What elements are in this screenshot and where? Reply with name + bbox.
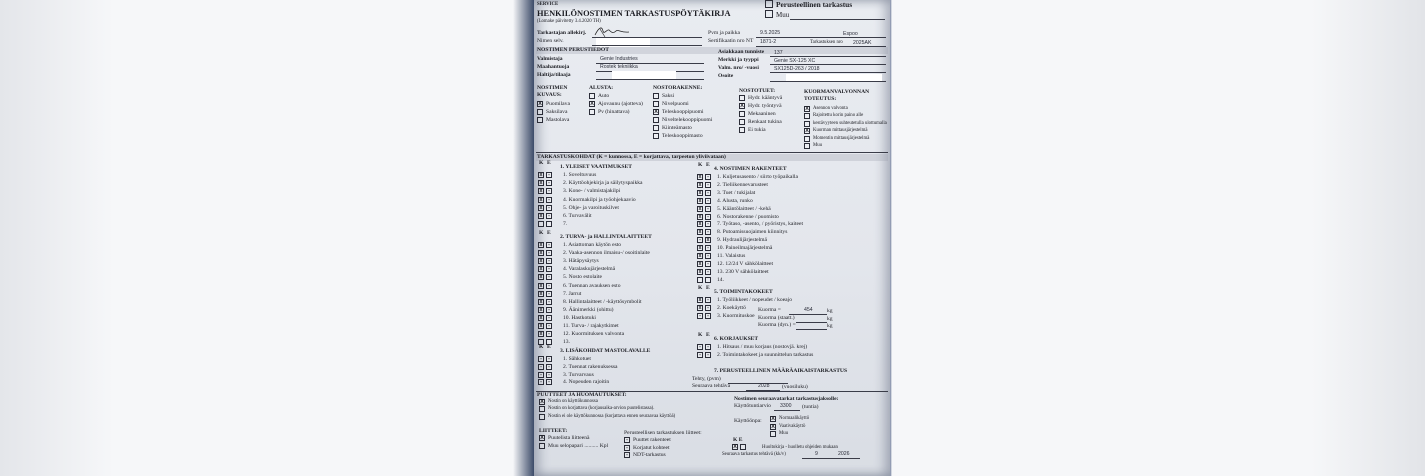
s5-k-box[interactable]: x — [698, 297, 702, 303]
s6-e-box[interactable]: - — [705, 352, 711, 358]
usage-option-label: Normaalikäyttö — [779, 416, 810, 421]
boom-checkbox[interactable] — [653, 117, 659, 123]
dynamic-load-label: Kuorma (dyn.) = — [758, 322, 796, 328]
company-name: SERVICE — [537, 2, 559, 7]
s2-item-label: 3. Hätäpysäytys — [563, 258, 599, 265]
support-option-label: Renkaat tukina — [748, 119, 782, 125]
s3-k-header: K — [539, 344, 544, 350]
s4-k-box[interactable]: - — [697, 237, 703, 243]
lift-heading-2: KUVAUS: — [537, 92, 562, 98]
customer-label: Asiakkaan tunniste — [718, 49, 765, 55]
s1-e-box[interactable]: - — [546, 180, 552, 186]
s1-k-header: K — [539, 160, 544, 166]
s4-e-box[interactable]: - — [705, 229, 711, 235]
s2-item-label: 6. Tuennan avauksen esto — [563, 282, 621, 289]
load-checkbox[interactable] — [804, 143, 810, 149]
logbook-next-label: Seuraava tarkastus tehtävä (kk/v) — [722, 452, 786, 457]
boom-checkbox[interactable] — [653, 93, 659, 99]
lift-checkbox[interactable] — [537, 109, 543, 115]
s2-k-header: K — [539, 230, 544, 236]
s6-e-box[interactable]: - — [705, 344, 711, 350]
date-label: Pvm ja paikka — [708, 30, 741, 36]
s3-k-box[interactable]: - — [538, 379, 544, 385]
logbook-ke-header: K E — [733, 437, 743, 443]
s4-k-box[interactable]: x — [698, 181, 702, 188]
s2-k-box[interactable]: x — [539, 242, 543, 248]
s2-k-box[interactable]: x — [539, 250, 543, 257]
hours-label: Käyttötuntiarvio — [734, 403, 771, 409]
load-option-label: Kuorman mittausjärjestelmä — [813, 128, 868, 134]
defects-heading: PUUTTEET JA HUOMAUTUKSET: — [537, 392, 627, 398]
attach-option-label: Puutelista liitteenä — [548, 435, 590, 441]
s2-k-box[interactable]: x — [539, 274, 543, 281]
s5-e-box[interactable]: - — [705, 313, 711, 319]
s1-e-box[interactable]: - — [546, 205, 552, 211]
s4-k-header: K — [698, 162, 703, 168]
s4-k-box[interactable]: x — [698, 174, 702, 180]
attach-option-label: Muu selopapari .......... Kpl — [548, 443, 609, 449]
s1-title: 1. YLEISET VAATIMUKSET — [560, 164, 632, 170]
boom-checkbox[interactable]: X — [654, 109, 658, 115]
s4-k-box[interactable]: x — [698, 245, 702, 252]
s5-item-label: 3. Kuormituskoe — [717, 313, 755, 319]
s4-item-label: 11. Valaistus — [717, 253, 746, 259]
s2-k-box[interactable]: x — [539, 298, 543, 305]
s7-title: 7. PERUSTEELLINEN MÄÄRÄAIKAISTARKASTUS — [714, 368, 848, 374]
s4-item-label: 6. Nostorakenne / puomisto — [717, 213, 779, 220]
load-heading-2: TOTEUTUS: — [804, 96, 837, 102]
s5-e-box[interactable]: - — [705, 297, 711, 303]
s6-k-header: K — [698, 332, 703, 338]
s1-e-box[interactable]: - — [546, 188, 552, 194]
s4-k-box[interactable] — [697, 277, 703, 283]
s3-k-box[interactable]: - — [538, 372, 544, 378]
boom-option-label: Saksi — [662, 93, 675, 99]
s4-k-box[interactable]: x — [698, 229, 702, 236]
defects-checkbox[interactable] — [539, 406, 545, 412]
inspection-form — [534, 0, 890, 476]
kg-2: kg — [827, 316, 833, 322]
s5-k-box[interactable]: x — [698, 305, 702, 311]
s4-k-box[interactable]: x — [698, 189, 702, 196]
s2-k-box[interactable]: x — [539, 266, 543, 273]
boom-checkbox[interactable] — [653, 101, 659, 107]
s4-item-label: 7. Työtaso, -asento, / pyöristys, kaiteet — [717, 221, 804, 228]
kg-1: kg — [827, 308, 833, 314]
s6-item-label: 1. Hitsaus / muu korjaus (nostovjä. krej) — [717, 344, 808, 350]
checks-heading: TARKASTUSKOHDAT (K = kunnossa, E = korjattava, tarpeeton yliviivataan) — [537, 154, 726, 160]
s4-item-label: 3. Tuet / tukijalat — [717, 189, 756, 196]
done-label: Tehty, (pvm) — [692, 376, 721, 382]
s4-k-box[interactable]: x — [698, 260, 702, 267]
defects-checkbox[interactable] — [539, 414, 545, 420]
kg-3: kg — [827, 323, 833, 329]
load-checkbox[interactable] — [804, 136, 810, 142]
s2-item-label: 5. Nosto estolaite — [563, 274, 602, 281]
serial-label: Valm. nro/ -vuosi — [718, 65, 759, 71]
s4-e-box[interactable]: - — [705, 221, 711, 227]
attach-heading: LIITTEET: — [539, 428, 568, 434]
s6-e-header: E — [706, 332, 710, 338]
s2-e-box[interactable]: - — [546, 307, 552, 313]
s3-item-label: 4. Nopeuden rajoitin — [563, 379, 610, 386]
s2-item-label: 12. Kuormituksen valvonta — [563, 331, 625, 338]
s6-k-box[interactable]: - — [697, 344, 703, 350]
load-option-label: Rajoitettu korin paino alle — [813, 113, 864, 119]
s2-e-box[interactable]: - — [546, 258, 552, 264]
s1-item-label: 4. Kuormakilpi ja työohjekaavio — [563, 196, 636, 203]
s3-item-label: 2. Tuennat rakenuksessa — [563, 363, 618, 370]
load-label: Kuorma = — [758, 307, 781, 313]
serial-value: SX125D-263 / 2018 — [774, 66, 820, 72]
detail-option-label: NDT-tarkastus — [633, 452, 666, 458]
s4-e-box[interactable]: - — [705, 182, 711, 188]
s4-e-box[interactable]: - — [705, 198, 711, 204]
s2-e-box[interactable]: - — [546, 283, 552, 289]
support-checkbox[interactable]: X — [740, 103, 744, 109]
maker-value: Genie Industries — [600, 56, 638, 62]
s5-k-box[interactable]: - — [697, 313, 703, 319]
owner-label: Haltija/tilaaja — [537, 72, 571, 78]
load-checkbox[interactable] — [804, 121, 810, 127]
usage-option-label: Vaativakäyttö — [779, 423, 806, 429]
defects-option-label: Nostin on korjattava (korjausaika-arvion puutelistassa). — [548, 406, 655, 412]
s2-k-box[interactable]: x — [539, 314, 543, 321]
s2-e-box[interactable]: - — [546, 242, 552, 248]
s4-e-box[interactable]: - — [705, 245, 711, 251]
periodic-label: Perusteellinen tarkastus — [776, 0, 853, 9]
usage-label: Käyttöönpa: — [734, 418, 762, 424]
lift-heading: NOSTIMEN — [537, 85, 568, 91]
support-option-label: Hydr. kääntyvä — [748, 95, 783, 101]
next-period-heading: Nostimen seuraavatarkat tarkastusjaksolle: — [734, 396, 839, 402]
load-option-label: Momentin mittausjärjestelmä — [813, 135, 870, 141]
s2-e-box[interactable]: - — [546, 274, 552, 280]
maker-label: Valmistaja — [537, 56, 563, 62]
support-option-label: Mekaaninen — [748, 111, 776, 117]
s2-k-box[interactable]: x — [539, 282, 543, 289]
s1-item-label: 7. — [563, 221, 568, 228]
s1-e-box[interactable]: - — [546, 213, 552, 219]
s4-item-label: 9. Hydraulijärjestelmä — [717, 237, 768, 244]
detail-heading: Perusteellisen tarkastuksen liitteet: — [624, 430, 702, 436]
s1-item-label: 6. Turvavälit — [563, 213, 592, 219]
lift-option-label: Saksilava — [546, 109, 568, 115]
next-value: 2028 — [758, 383, 770, 389]
boom-option-label: Niveltelekooppipuomi — [662, 117, 713, 123]
s1-item-label: 1. Soveltuvuus — [563, 172, 597, 178]
lift-checkbox[interactable] — [537, 117, 543, 123]
defects-checkbox[interactable]: X — [540, 399, 544, 405]
s2-item-label: 7. Jarrut — [563, 290, 582, 297]
s3-e-box[interactable]: - — [546, 356, 552, 362]
s1-e-box[interactable]: - — [546, 197, 552, 203]
s3-item-label: 1. Sähkotuet — [563, 356, 591, 362]
s1-item-label: 5. Ohje- ja varoituskilvet — [563, 204, 619, 211]
s1-k-box[interactable] — [538, 221, 544, 227]
s4-k-box[interactable]: x — [698, 221, 702, 228]
detail-checkbox[interactable]: - — [624, 437, 630, 443]
s4-item-label: 14. — [717, 276, 724, 283]
s4-item-label: 1. Kuljetusasento / siirto työpaikalla — [717, 174, 798, 180]
s3-item-label: 3. Turvarvaus — [563, 371, 594, 378]
s3-title: 3. LISÄKOHDAT MASTOLAVALLE — [560, 348, 651, 354]
s4-item-label: 2. Tieliikennevarusteet — [717, 181, 768, 188]
boom-checkbox[interactable] — [653, 133, 659, 139]
s4-item-label: 10. Paineilmajärjestelmä — [717, 245, 773, 252]
logbook-k-box[interactable]: X — [733, 444, 737, 450]
s2-e-box[interactable]: - — [546, 266, 552, 272]
s4-e-box[interactable]: - — [705, 206, 711, 212]
boom-option-label: Nivelpuomi — [662, 101, 689, 107]
s2-k-box[interactable]: x — [539, 258, 543, 265]
s4-k-box[interactable]: x — [698, 253, 702, 259]
s2-item-label: 1. Asiattoman käytön esto — [563, 242, 622, 248]
detail-checkbox[interactable]: - — [624, 452, 630, 458]
usage-checkbox[interactable] — [770, 431, 776, 437]
load-option-label: Muu — [813, 143, 823, 148]
s4-e-box[interactable]: - — [705, 190, 711, 196]
base-heading: ALUSTA: — [589, 85, 614, 91]
usage-checkbox[interactable]: X — [771, 423, 775, 430]
s4-item-label: 5. Kääntölaitteet / -kehä — [717, 205, 771, 212]
s4-e-box[interactable]: - — [705, 174, 711, 180]
s1-e-header: E — [547, 160, 551, 166]
s3-e-box[interactable]: - — [546, 372, 552, 378]
model-label: Merkki ja tyyppi — [718, 57, 759, 63]
s1-k-box[interactable]: x — [539, 213, 543, 219]
usage-option-label: Muu — [779, 431, 789, 436]
base-checkbox[interactable]: X — [590, 101, 594, 107]
s1-e-box[interactable] — [546, 221, 552, 227]
s4-e-box[interactable]: - — [705, 261, 711, 267]
s4-item-label: 4. Alusta, runko — [717, 197, 753, 204]
s5-e-header: E — [706, 285, 710, 291]
s2-item-label: 2. Vaaka-asennon ilmaisu-/ osoitinlaite — [563, 250, 650, 257]
s2-k-box[interactable]: x — [539, 331, 543, 338]
support-heading: NOSTOTUET: — [739, 88, 776, 94]
base-checkbox[interactable] — [589, 93, 595, 99]
s3-k-box[interactable]: - — [538, 364, 544, 370]
s5-item-label: 2. Koekäyttö — [717, 305, 746, 311]
place-value: Espoo — [843, 31, 858, 37]
s6-item-label: 2. Toimintakokeet ja suunnittelun tarkastus — [717, 351, 814, 358]
s4-e-box[interactable]: - — [705, 214, 711, 220]
logbook-month: 9 — [815, 451, 818, 457]
s4-e-box[interactable]: x — [706, 237, 710, 244]
cert-value: 1871-2 — [760, 39, 777, 45]
date-value: 9.5.2025 — [760, 30, 781, 36]
s4-k-box[interactable]: x — [698, 197, 702, 204]
s2-e-box[interactable]: - — [546, 315, 552, 321]
load-checkbox[interactable]: X — [805, 106, 809, 112]
boom-option-label: Teleskooppipuomi — [662, 109, 704, 115]
periodic-checkbox[interactable] — [765, 0, 773, 8]
s1-k-box[interactable]: x — [539, 196, 543, 203]
support-checkbox[interactable] — [739, 95, 745, 101]
signature-label: Tarkastajan allekirj. — [537, 30, 587, 36]
defects-option-label: Nostin on käyttökunnossa — [548, 399, 598, 404]
s5-k-header: K — [698, 285, 703, 291]
support-option-label: Ei tukia — [748, 127, 766, 133]
logbook-label: Huoltokirja - huolletu ohjeiden mukaan — [762, 445, 838, 450]
s2-k-box[interactable]: x — [539, 323, 543, 329]
form-title: HENKILÖNOSTIMEN TARKASTUSPÖYTÄKIRJA — [537, 9, 731, 18]
other-checkbox[interactable] — [765, 10, 773, 18]
base-option-label: Pv (hinattava) — [598, 109, 630, 115]
s4-e-box[interactable]: - — [705, 269, 711, 275]
year-label: Tarkastuksen nro — [810, 40, 843, 45]
boom-option-label: Kiinteämasto — [662, 125, 692, 131]
s5-e-box[interactable]: - — [705, 305, 711, 311]
base-option-label: Auto — [598, 93, 610, 99]
next-label: Seuraava tehtävä — [692, 383, 731, 389]
attach-checkbox[interactable] — [539, 443, 545, 449]
s2-e-box[interactable]: - — [546, 331, 552, 337]
s3-e-box[interactable]: - — [546, 364, 552, 370]
s1-k-box[interactable]: x — [539, 188, 543, 195]
support-checkbox[interactable] — [739, 127, 745, 133]
cert-label: Sertifikaatin nro NT — [708, 38, 754, 44]
detail-option-label: Korjatut kohteet — [633, 444, 670, 451]
boom-heading: NOSTORAKENNE: — [653, 85, 703, 91]
s2-e-box[interactable]: - — [546, 291, 552, 297]
s6-k-box[interactable]: - — [697, 352, 703, 358]
boom-option-label: Teleskooppimasto — [662, 133, 703, 139]
s1-k-box[interactable]: x — [539, 172, 543, 178]
s2-e-header: E — [547, 230, 551, 236]
s1-item-label: 2. Käyttöohjekirja ja säilytyspaikka — [563, 180, 643, 187]
s4-e-header: E — [706, 162, 710, 168]
importer-value: Rostek tekniikka — [600, 64, 638, 70]
support-option-label: Hydr. työntyvä — [748, 103, 782, 109]
other-label: Muu — [776, 11, 790, 19]
load-checkbox[interactable]: X — [805, 128, 809, 135]
s3-e-box[interactable]: - — [546, 379, 552, 385]
s1-e-box[interactable]: - — [546, 172, 552, 178]
s2-e-box[interactable]: - — [546, 323, 552, 329]
next-unit: (vuosiluku) — [782, 384, 808, 390]
s2-item-label: 11. Turva- / rajakytkimet — [563, 323, 619, 329]
lift-checkbox[interactable]: X — [538, 101, 542, 107]
s2-title: 2. TURVA- ja HALLINTALAITTEET — [560, 234, 652, 240]
name-label: Nimen selv. — [537, 38, 564, 44]
load-checkbox[interactable] — [804, 113, 810, 119]
s2-k-box[interactable]: x — [539, 306, 543, 313]
lift-option-label: Puomilava — [546, 101, 570, 107]
s2-item-label: 9. Äänimerkki (ohittu) — [563, 306, 614, 313]
support-checkbox[interactable] — [739, 111, 745, 117]
boom-checkbox[interactable] — [653, 125, 659, 131]
defects-option-label: Nostin ei ole käyttökunnossa (korjattava ennen seuraavaa käyttöä) — [548, 413, 676, 419]
load-option-label: Asennon valvonta — [813, 106, 848, 111]
s4-k-box[interactable]: x — [698, 213, 702, 220]
s2-item-label: 10. Hastkotuki — [563, 314, 596, 321]
basic-heading: NOSTIMEN PERUSTIEDOT — [537, 47, 609, 53]
lift-option-label: Mastolava — [546, 117, 570, 123]
s2-item-label: 13. — [563, 339, 570, 346]
s2-item-label: 8. Hallintalaitteet / -käyttösymbolit — [563, 298, 642, 305]
customer-value: 137 — [774, 50, 783, 56]
base-checkbox[interactable] — [589, 109, 595, 115]
s5-title: 5. TOIMINTAKOKEET — [714, 289, 773, 295]
s4-item-label: 13. 230 V sähkölaitteet — [717, 268, 769, 275]
s2-e-box[interactable]: - — [546, 299, 552, 305]
s4-item-label: 12. 12/24 V sähkölaitteet — [717, 260, 774, 267]
load-heading: KUORMANVALVONNAN — [804, 89, 870, 95]
load-option-label: kestävyyteen suhteutetulla ulottumalla — [813, 120, 887, 126]
s2-k-box[interactable]: x — [539, 290, 543, 297]
redacted-owner — [612, 71, 676, 79]
s1-item-label: 3. Kone- / valmistajakilpi — [563, 188, 621, 195]
s2-e-box[interactable]: - — [546, 250, 552, 256]
s3-k-box[interactable]: - — [538, 356, 544, 362]
s4-title: 4. NOSTIMEN RAKENTEET — [714, 166, 787, 172]
attach-checkbox[interactable]: X — [540, 435, 544, 441]
usage-checkbox[interactable]: X — [771, 416, 775, 422]
s6-title: 6. KORJAUKSET — [714, 336, 759, 342]
logbook-year: 2026 — [838, 451, 850, 457]
s4-item-label: 8. Putoamissuojaimen kiinnitys — [717, 229, 788, 236]
s1-k-box[interactable]: x — [539, 204, 543, 211]
s5-item-label: 1. Työliikkeet / nopeudet / koeajo — [717, 297, 793, 303]
model-value: Genie SX-125 XC — [774, 58, 816, 64]
s4-e-box[interactable] — [705, 277, 711, 283]
year-value: 2025AK — [853, 40, 872, 46]
detail-option-label: Puuttet rakenteet — [633, 437, 671, 443]
hours-unit: (tuntia) — [802, 404, 819, 410]
s4-e-box[interactable]: - — [705, 253, 711, 259]
address-label: Osoite — [718, 73, 734, 79]
load-value: 454 — [804, 307, 813, 313]
s4-k-box[interactable]: x — [698, 205, 702, 212]
s2-item-label: 4. Varalaskujärjestelmä — [563, 266, 616, 273]
static-load-label: Kuorma (staatt.) — [758, 315, 795, 321]
importer-label: Maahantuoja — [537, 64, 570, 70]
s3-e-header: E — [547, 344, 551, 350]
s1-k-box[interactable]: x — [539, 180, 543, 187]
detail-checkbox[interactable]: - — [624, 445, 630, 451]
form-date-note: (Lomake päivitetty 3.4.2020 TH) — [537, 19, 601, 24]
logbook-e-box[interactable] — [740, 444, 746, 450]
s4-k-box[interactable]: x — [698, 268, 702, 275]
support-checkbox[interactable] — [739, 119, 745, 125]
hours-value: 3300 — [780, 403, 792, 409]
base-option-label: Ajovaunu (ajotteva) — [598, 101, 643, 107]
